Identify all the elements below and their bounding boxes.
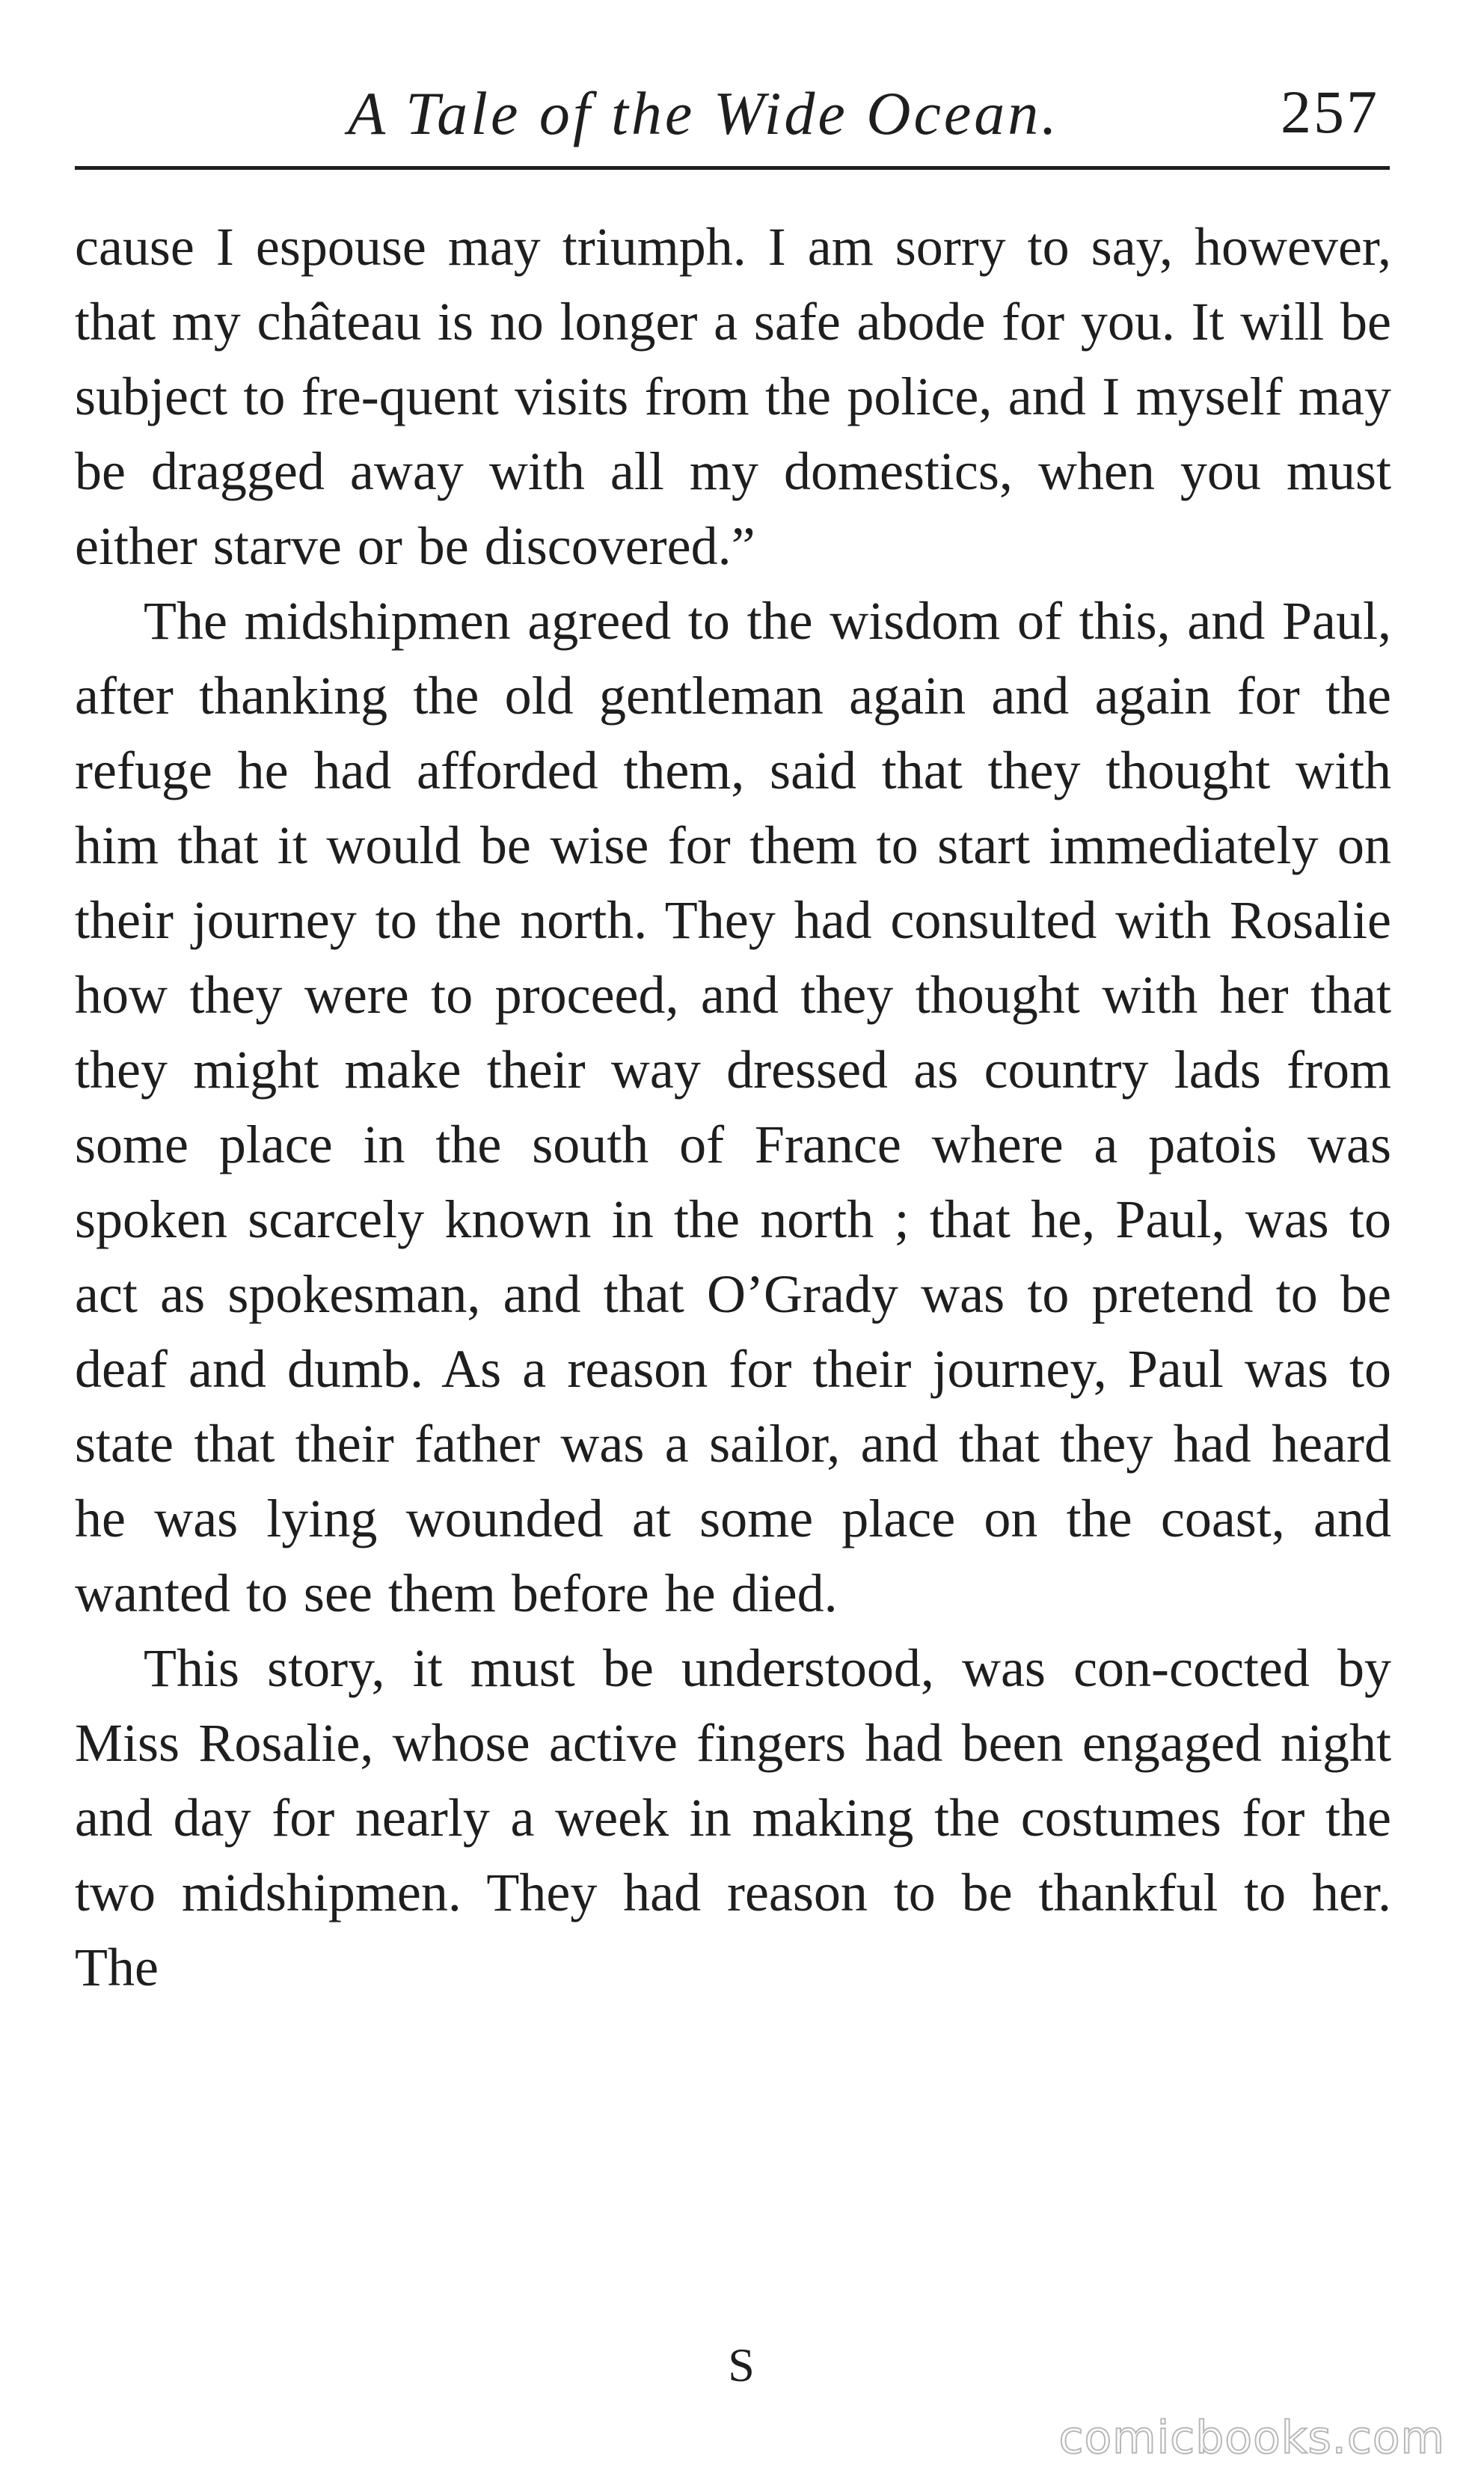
signature-mark: S	[728, 2338, 756, 2391]
page-number: 257	[1281, 78, 1379, 146]
running-head	[0, 71, 1484, 153]
paragraph-2: The midshipmen agreed to the wisdom of this, and Paul, after thanking the old gentleman again and again for the refuge he had afforded them, said that they thought with him that it would be wise for them to start immediately on their journey to the north. They had consulted with Rosalie how they were to proceed, and they thought with her that they might make their way dressed as country lads from some place in the south of France where a patois was spoken scarcely known in the north ; that he, Paul, was to act as spokesman, and that O’Grady was to pretend to be deaf and dumb. As a reason for their journey, Paul was to state that their father was a sailor, and that they had heard he was lying wounded at some place on the coast, and wanted to see them before he died.	[75, 591, 1391, 1623]
body-text	[75, 209, 1391, 2005]
running-title: A Tale of the Wide Ocean.	[348, 79, 1060, 147]
header-rule	[75, 166, 1390, 170]
paragraph-1: cause I espouse may triumph. I am sorry to say, however, that my château is no longer a safe abode for you. It will be subject to fre-quent visits from the police, and I myself may be dragged away with all my domestics, when you must either starve or be discovered.”	[75, 217, 1391, 576]
paragraph-3: This story, it must be understood, was con-cocted by Miss Rosalie, whose active fingers had been engaged night and day for nearly a week in making the costumes for the two midshipmen. They had reason to be thankful to her. The	[75, 1638, 1391, 1997]
watermark-logo: comicbooks.com	[1058, 2412, 1445, 2464]
